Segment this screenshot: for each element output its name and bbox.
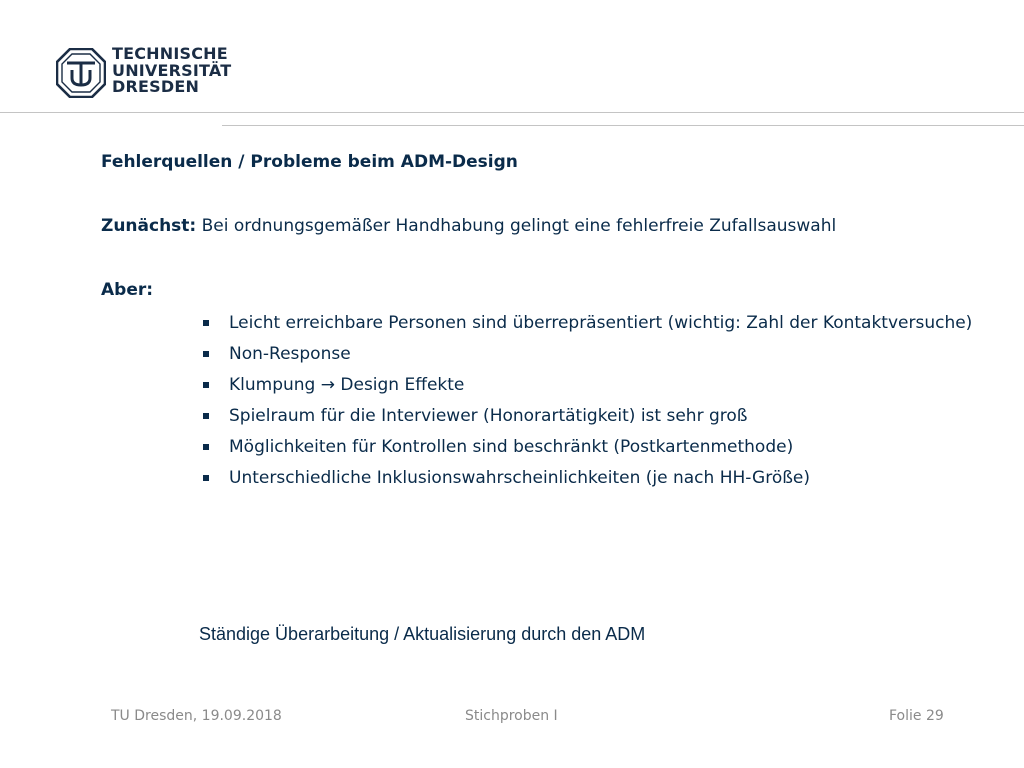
logo-line-1: TECHNISCHE <box>112 44 228 63</box>
bullet-list <box>202 308 982 494</box>
intro-text: Bei ordnungsgemäßer Handhabung gelingt eine fehlerfreie Zufallsauswahl <box>196 216 837 236</box>
list-item <box>202 339 982 370</box>
footer-course: Stichproben I <box>465 708 558 724</box>
list-item <box>202 432 982 463</box>
bullet-square-icon <box>203 320 209 326</box>
bullet-text: Leicht erreichbare Personen sind überrepräsentiert (wichtig: Zahl der Kontaktversuche) <box>229 313 973 333</box>
university-logo <box>56 44 232 100</box>
list-item <box>202 401 982 432</box>
logo-wordmark <box>112 46 231 96</box>
footer-slide-number: Folie 29 <box>889 708 944 724</box>
aber-label: Aber: <box>101 280 154 300</box>
intro-label: Zunächst: <box>101 216 197 236</box>
list-item <box>202 370 982 401</box>
footer-date: TU Dresden, 19.09.2018 <box>111 708 282 724</box>
bullet-square-icon <box>203 475 209 481</box>
bullet-square-icon <box>203 413 209 419</box>
bullet-square-icon <box>203 444 209 450</box>
bullet-text: Klumpung → Design Effekte <box>229 375 465 395</box>
bullet-text: Unterschiedliche Inklusionswahrscheinlichkeiten (je nach HH-Größe) <box>229 468 811 488</box>
bullet-text: Spielraum für die Interviewer (Honorartätigkeit) ist sehr groß <box>229 406 748 426</box>
conclusion-text: Ständige Überarbeitung / Aktualisierung durch den ADM <box>199 624 646 644</box>
slide-title: Fehlerquellen / Probleme beim ADM-Design <box>101 152 518 172</box>
list-item <box>202 308 982 339</box>
logo-line-3: DRESDEN <box>112 77 200 96</box>
bullet-text: Möglichkeiten für Kontrollen sind beschränkt (Postkartenmethode) <box>229 437 794 457</box>
bullet-text: Non-Response <box>229 344 351 364</box>
tu-dresden-logo-icon <box>56 48 106 98</box>
list-item <box>202 463 982 494</box>
bullet-square-icon <box>203 351 209 357</box>
logo-line-2: UNIVERSITÄT <box>112 60 232 80</box>
intro-line <box>101 216 836 236</box>
header-divider-top <box>0 112 1024 113</box>
header-divider-bottom <box>222 125 1024 126</box>
bullet-square-icon <box>203 382 209 388</box>
